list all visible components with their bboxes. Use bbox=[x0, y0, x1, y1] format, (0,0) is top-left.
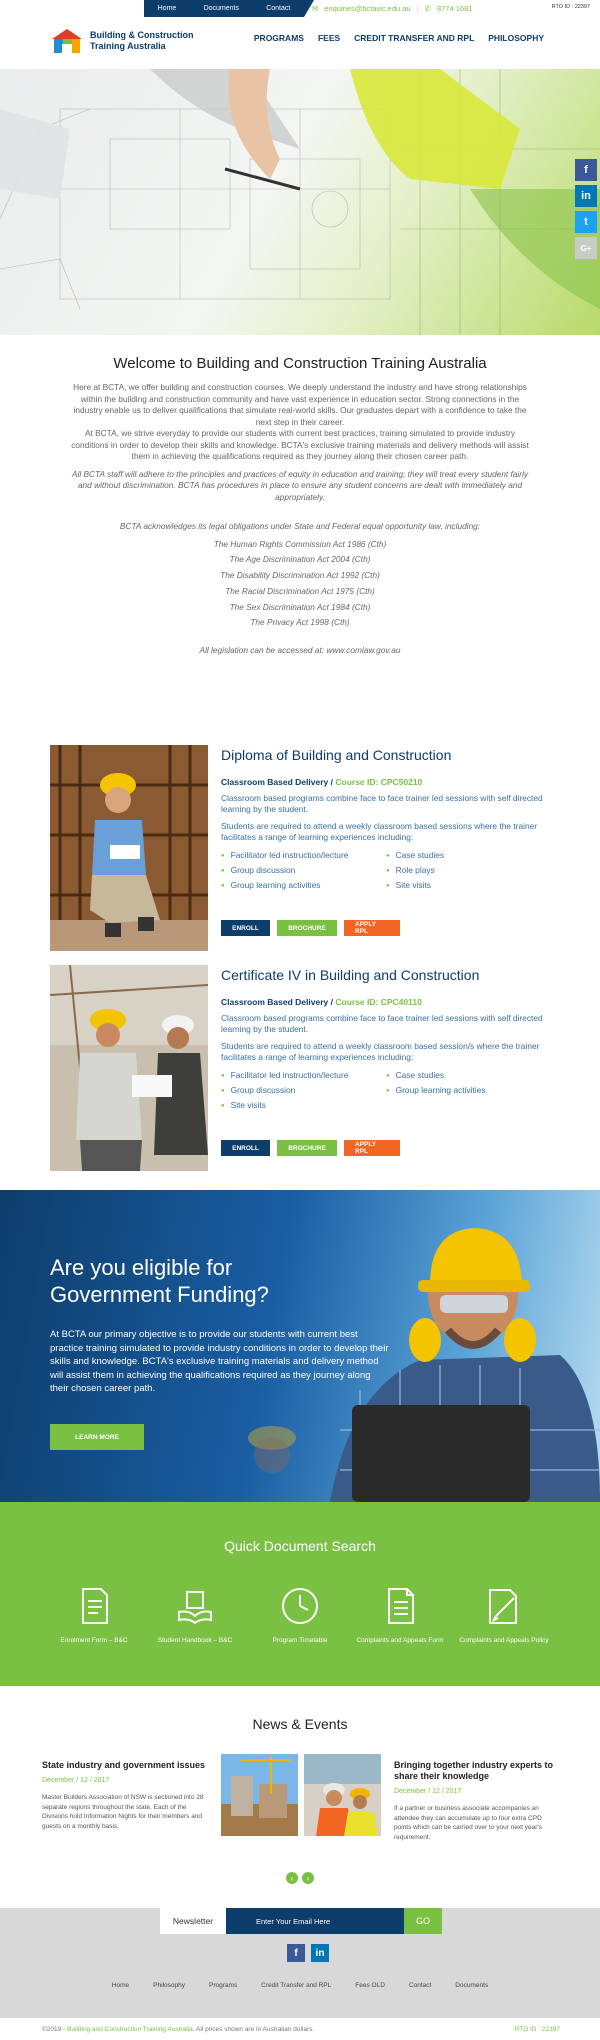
document-form-icon bbox=[74, 1586, 114, 1626]
docs-title: Quick Document Search bbox=[224, 1538, 376, 1554]
feature-item: ● Case studies bbox=[386, 1069, 551, 1084]
phone-link[interactable]: 8774 1681 bbox=[436, 4, 473, 13]
delivery-mode: Classroom Based Delivery / bbox=[221, 997, 333, 1007]
news-item[interactable] bbox=[42, 1760, 214, 1831]
feature-item: ● Group discussion bbox=[221, 864, 386, 879]
course-delivery bbox=[221, 777, 551, 787]
funding-title: Are you eligible for Government Funding? bbox=[50, 1255, 269, 1307]
top-nav bbox=[144, 0, 304, 17]
course-image-worker bbox=[50, 745, 208, 951]
facebook-icon[interactable]: f bbox=[287, 1944, 305, 1962]
rto-id-top: RTO ID : 22397 bbox=[551, 4, 590, 10]
feature-item: ● Role plays bbox=[386, 864, 551, 879]
logo-line-1: Building & Construction bbox=[90, 30, 194, 40]
next-arrow-icon[interactable]: › bbox=[302, 1872, 314, 1884]
feature-item: ● Site visits bbox=[221, 1099, 386, 1114]
logo-text bbox=[90, 30, 194, 52]
acts-list bbox=[70, 521, 530, 629]
feature-item: ● Site visits bbox=[386, 879, 551, 894]
brochure-button[interactable]: BROCHURE bbox=[277, 920, 337, 936]
copyright bbox=[42, 2026, 314, 2033]
welcome-section bbox=[70, 355, 530, 656]
news-title: News & Events bbox=[252, 1716, 348, 1732]
footer-link-documents[interactable]: Documents bbox=[455, 1982, 489, 1989]
feature-item: ● Case studies bbox=[386, 849, 551, 864]
feature-item: ● Group learning activities bbox=[221, 879, 386, 894]
phone-icon: ✆ bbox=[424, 4, 431, 13]
footer-social bbox=[287, 1944, 329, 1962]
copyright-site-link[interactable]: Building and Construction Training Australia bbox=[67, 2026, 193, 2033]
course-title: Certificate IV in Building and Construction bbox=[221, 967, 480, 983]
bottom-bar bbox=[0, 2018, 600, 2040]
top-nav-home[interactable]: Home bbox=[157, 5, 177, 12]
footer-link-fees-old[interactable]: Fees OLD bbox=[355, 1982, 385, 1989]
act-item: The Human Rights Commission Act 1986 (Cth) bbox=[213, 538, 387, 549]
nav-programs[interactable]: PROGRAMS bbox=[253, 33, 304, 43]
document-list-icon bbox=[380, 1586, 420, 1626]
apply-rpl-button[interactable]: APPLY RPL bbox=[344, 1140, 400, 1156]
house-logo-icon bbox=[50, 27, 84, 55]
learn-more-button[interactable]: LEARN MORE bbox=[50, 1424, 144, 1450]
course-body bbox=[221, 745, 551, 935]
course-id: Course ID: CPC50210 bbox=[335, 777, 423, 787]
footer bbox=[0, 1908, 600, 2018]
act-item: The Sex Discrimination Act 1984 (Cth) bbox=[229, 601, 371, 612]
top-nav-contact[interactable]: Contact bbox=[266, 5, 291, 12]
course-image-workers bbox=[50, 965, 208, 1171]
news-item[interactable] bbox=[394, 1760, 558, 1842]
course-requirements: Students are required to attend a weekly classroom based session/s where the trainer facilitates a range of learning experiences including: bbox=[221, 1041, 540, 1062]
copyright-year: ©2019 - bbox=[42, 2026, 66, 2033]
site-logo[interactable] bbox=[50, 27, 194, 55]
course-card-diploma bbox=[50, 745, 550, 951]
document-search-section bbox=[0, 1502, 600, 1686]
copyright-note: . All prices shown are in Australian dollars. bbox=[192, 2026, 315, 2033]
nav-credit-transfer[interactable]: CREDIT TRANSFER AND RPL bbox=[354, 33, 475, 43]
doc-complaints-policy[interactable] bbox=[449, 1586, 559, 1645]
footer-link-home[interactable]: Home bbox=[111, 1982, 130, 1989]
act-item: The Disability Discrimination Act 1992 (Cth) bbox=[220, 570, 380, 581]
clock-icon bbox=[280, 1586, 320, 1626]
top-contact bbox=[312, 0, 472, 17]
welcome-paragraph-2: At BCTA, we strive everyday to provide our students with current best practices, training simulated to provide industry conditions in order to develop their skills and knowledge. BCTA's exclusive training materials and delivery methods will assist them in achieving the qualifications required as they journey along their chosen career path. bbox=[71, 428, 529, 461]
doc-student-handbook[interactable] bbox=[140, 1586, 250, 1645]
act-item: The Privacy Act 1998 (Cth) bbox=[250, 617, 350, 628]
news-headline[interactable]: Bringing together industry experts to share their knowledge bbox=[394, 1760, 554, 1781]
course-body bbox=[221, 965, 551, 1155]
newsletter-go-button[interactable]: GO bbox=[404, 1908, 442, 1934]
news-image-engineers[interactable] bbox=[304, 1754, 381, 1836]
enroll-button[interactable]: ENROLL bbox=[221, 1140, 270, 1156]
course-delivery bbox=[221, 997, 551, 1007]
contact-separator: | bbox=[416, 4, 419, 13]
newsletter-form bbox=[160, 1908, 442, 1934]
news-date: December / 12 / 2017 bbox=[42, 1777, 110, 1784]
header bbox=[0, 17, 600, 69]
course-requirements: Students are required to attend a weekly classroom based sessions where the trainer facilitates a range of learning experiences including: bbox=[221, 821, 538, 842]
course-actions bbox=[221, 920, 400, 936]
doc-enrolment-form[interactable] bbox=[39, 1586, 149, 1645]
document-edit-icon bbox=[484, 1586, 524, 1626]
doc-complaints-form[interactable] bbox=[345, 1586, 455, 1645]
top-nav-documents[interactable]: Documents bbox=[203, 5, 239, 12]
course-features bbox=[221, 1069, 551, 1114]
hero-banner bbox=[0, 69, 600, 335]
course-description: Classroom based programs combine face to face trainer led sessions with self directed learning by the student. bbox=[221, 793, 543, 814]
feature-item: ● Group learning activities bbox=[386, 1084, 551, 1099]
course-description: Classroom based programs combine face to face trainer led sessions with self directed learning by the student. bbox=[221, 1013, 543, 1034]
doc-label: Complaints and Appeals Form bbox=[356, 1637, 444, 1644]
delivery-mode: Classroom Based Delivery / bbox=[221, 777, 333, 787]
google-plus-icon[interactable]: G+ bbox=[575, 237, 597, 259]
newsletter-email-input[interactable]: Enter Your Email Here bbox=[226, 1908, 404, 1934]
facebook-icon[interactable]: f bbox=[575, 159, 597, 181]
funding-section bbox=[0, 1190, 600, 1502]
newsletter-label: Newsletter bbox=[160, 1908, 226, 1934]
news-pagination bbox=[286, 1872, 314, 1884]
prev-arrow-icon[interactable]: ‹ bbox=[286, 1872, 298, 1884]
handbook-icon bbox=[175, 1586, 215, 1626]
act-item: The Racial Discrimination Act 1975 (Cth) bbox=[225, 585, 375, 596]
footer-nav bbox=[0, 1982, 600, 1989]
social-share-bar bbox=[575, 159, 597, 259]
course-actions bbox=[221, 1140, 400, 1156]
doc-label: Complaints and Appeals Policy bbox=[459, 1637, 549, 1644]
footer-link-philosophy[interactable]: Philosophy bbox=[153, 1982, 185, 1989]
course-features bbox=[221, 849, 551, 894]
course-card-certificate bbox=[50, 965, 550, 1171]
news-date: December / 12 / 2017 bbox=[394, 1788, 462, 1795]
blueprint-illustration bbox=[0, 69, 600, 335]
rto-id-bottom: RTO ID : 22397 bbox=[514, 2026, 560, 2033]
doc-label: Student Handbook – B&C bbox=[157, 1637, 233, 1644]
linkedin-icon[interactable]: in bbox=[575, 185, 597, 207]
news-image-construction[interactable] bbox=[221, 1754, 298, 1836]
feature-item: ● Facilitator led instruction/lecture bbox=[221, 1069, 386, 1084]
news-headline[interactable]: State industry and government issues bbox=[42, 1760, 206, 1770]
enroll-button[interactable]: ENROLL bbox=[221, 920, 270, 936]
footer-link-programs[interactable]: Programs bbox=[208, 1982, 238, 1989]
course-title: Diploma of Building and Construction bbox=[221, 747, 452, 763]
doc-program-timetable[interactable] bbox=[245, 1586, 355, 1645]
footer-link-contact[interactable]: Contact bbox=[408, 1982, 432, 1989]
logo-line-2: Training Australia bbox=[90, 41, 166, 51]
news-section bbox=[0, 1686, 600, 1908]
course-id: Course ID: CPC40110 bbox=[335, 997, 422, 1007]
feature-item: ● Facilitator led instruction/lecture bbox=[221, 849, 386, 864]
envelope-icon: ✉ bbox=[312, 4, 319, 13]
feature-item: ● Group discussion bbox=[221, 1084, 386, 1099]
top-bar bbox=[0, 0, 600, 17]
acts-intro: BCTA acknowledges its legal obligations under State and Federal equal opportunity law, including: bbox=[119, 521, 481, 531]
news-summary: Master Builders Association of NSW is sectioned into 28 separate regions throughout the state. Each of the Divisions hold Information Nights for their members and guests on a monthly basis. bbox=[42, 1794, 204, 1830]
doc-label: Enrolment Form – B&C bbox=[60, 1637, 128, 1644]
email-link[interactable]: enquiries@bctavic.edu.au bbox=[324, 4, 411, 13]
welcome-paragraph-3: All BCTA staff will adhere to the principles and practices of equity in education and training; they will treat every student fairly and without discrimination. BCTA has procedures in place to ensure any student concerns are dealt with immediately and appropriately. bbox=[71, 468, 529, 502]
act-item: The Age Discrimination Act 2004 (Cth) bbox=[229, 554, 371, 565]
welcome-paragraph-1: Here at BCTA, we offer building and construction courses. We deeply understand the industry and have strong relationships within the building and construction community and have vast experience in education sector. Strong connections in the industry enable us to deliver qualifications that simulate real-world skills. Our graduates depart with a confidence to take the next step in their career. bbox=[73, 382, 527, 427]
legislation-note: All legislation can be accessed at: www.comlaw.gov.au bbox=[199, 644, 401, 655]
nav-fees[interactable]: FEES bbox=[317, 33, 341, 43]
main-nav bbox=[254, 33, 544, 43]
news-summary: If a partner or business associate accompanies an attendee they can accumulate up to four extra CPD points which can be carried over to your next year's requirement. bbox=[394, 1805, 542, 1841]
nav-philosophy[interactable]: PHILOSOPHY bbox=[488, 33, 544, 43]
welcome-title: Welcome to Building and Construction Training Australia bbox=[113, 355, 487, 372]
apply-rpl-button[interactable]: APPLY RPL bbox=[344, 920, 400, 936]
footer-link-credit-transfer[interactable]: Credit Transfer and RPL bbox=[261, 1982, 332, 1989]
twitter-icon[interactable]: t bbox=[575, 211, 597, 233]
linkedin-icon[interactable]: in bbox=[311, 1944, 329, 1962]
funding-text: At BCTA our primary objective is to provide our students with current best practice training simulated to provide industry conditions in order to develop their skills and knowledge. BCTA's exclusive training materials and delivery method will assist them in achieving the qualifications required as they journey along their chosen career path. bbox=[50, 1329, 389, 1395]
brochure-button[interactable]: BROCHURE bbox=[277, 1140, 337, 1156]
doc-label: Program Timetable bbox=[272, 1637, 328, 1644]
